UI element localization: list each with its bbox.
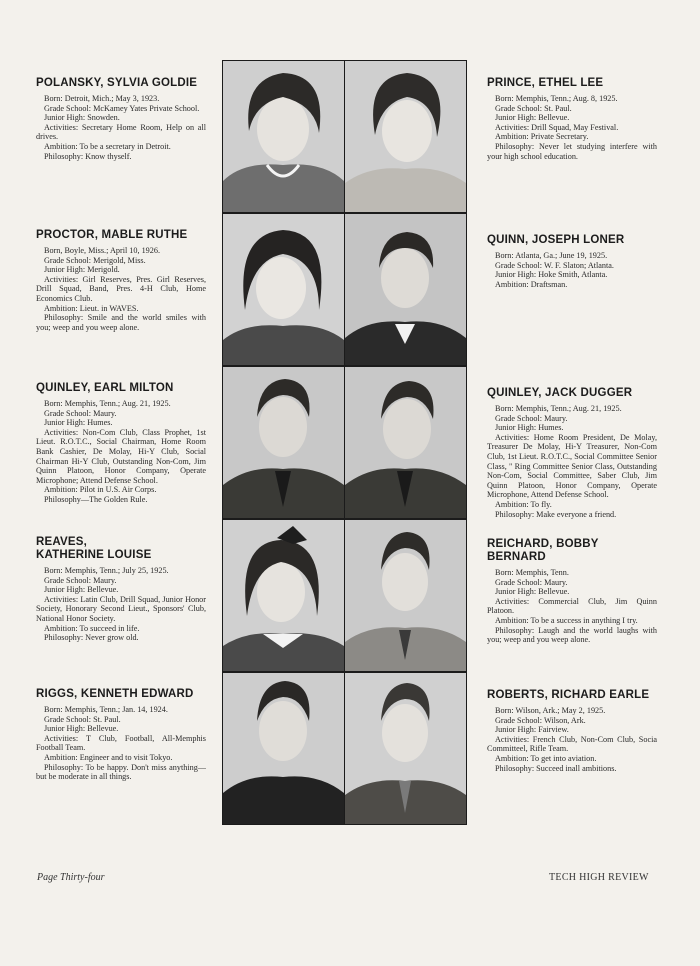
bio-ambition: Ambition: Private Secretary.: [495, 132, 589, 142]
female-portrait-icon: [223, 214, 344, 365]
bio-ambition: Ambition: To get into aviation.: [495, 753, 597, 763]
bio-activities: Activities: Latin Club, Drill Squad, Junior Honor Society, Honorary Second Lieut., Sponsors' Club, National Honor Society.: [36, 594, 206, 623]
portrait-photo: [223, 520, 344, 671]
student-name: REAVES, KATHERINE LOUISE: [36, 536, 152, 561]
bio-junior-high: Junior High: Bellevue.: [44, 724, 119, 734]
male-portrait-icon: [345, 214, 466, 365]
portrait-photo: [345, 520, 466, 671]
bio-ambition: Ambition: Pilot in U.S. Air Corps.: [44, 485, 157, 495]
bio-grade-school: Grade School: Maury.: [495, 413, 568, 423]
bio-grade-school: Grade School: Maury.: [495, 577, 568, 587]
portrait-photo: [223, 673, 344, 824]
bio-grade-school: Grade School: Maury.: [44, 575, 117, 585]
student-bio: [36, 536, 206, 643]
bio-grade-school: Grade School: Merigold, Miss.: [44, 255, 146, 265]
female-portrait-icon: [223, 61, 344, 212]
student-bio: [36, 229, 206, 332]
bio-grade-school: Grade School: St. Paul.: [44, 714, 121, 724]
bio-activities: Activities: Home Room President, De Molay, Treasurer De Molay, Hi-Y Treasurer, Non-Com Club, 1st Lieut. R.O.T.C., Social Committee Senior Class, " Ring Committee Senior Class, Outstanding Non-Com, Social Committee, Saber Club, Jim Quinn Platoon, Honor Company, Operate Microphone, Attend Defense School.: [487, 432, 657, 500]
bio-born: Born: Memphis, Tenn.; July 25, 1925.: [44, 566, 169, 575]
bio-philosophy: Philosophy: Never let studying interfere with your high school education.: [487, 141, 657, 161]
bio-philosophy: Philosophy: To be happy. Don't miss anything—but be moderate in all things.: [36, 762, 206, 782]
bio-ambition: Ambition: To be a secretary in Detroit.: [44, 141, 171, 151]
student-name: POLANSKY, SYLVIA GOLDIE: [36, 77, 198, 89]
bio-philosophy: Philosophy—The Golden Rule.: [44, 494, 148, 504]
bio-philosophy: Philosophy: Succeed inall ambitions.: [495, 763, 617, 773]
bio-born: Born: Detroit, Mich.; May 3, 1923.: [44, 94, 160, 103]
bio-ambition: Ambition: Engineer and to visit Tokyo.: [44, 752, 173, 762]
portrait-photo: [223, 367, 344, 518]
bio-activities: Activities: T Club, Football, All-Memphis Football Team.: [36, 733, 206, 753]
bio-activities: Activities: Drill Squad, May Festival.: [495, 122, 619, 132]
bio-junior-high: Junior High: Humes.: [495, 423, 564, 433]
bio-born: Born, Boyle, Miss.; April 10, 1926.: [44, 246, 160, 255]
bio-ambition: Ambition: Draftsman.: [495, 279, 568, 289]
student-name: PROCTOR, MABLE RUTHE: [36, 229, 188, 241]
bio-grade-school: Grade School: Maury.: [44, 408, 117, 418]
portrait-photo: [345, 367, 466, 518]
bio-born: Born: Memphis, Tenn.; Aug. 8, 1925.: [495, 94, 618, 103]
uniformed-portrait-icon: [223, 367, 344, 518]
bio-philosophy: Philosophy: Never grow old.: [44, 633, 139, 643]
student-name: ROBERTS, RICHARD EARLE: [487, 689, 650, 701]
bio-philosophy: Philosophy: Know thyself.: [44, 151, 132, 161]
bio-ambition: Ambition: To fly.: [495, 499, 552, 509]
portrait-photo: [223, 61, 344, 212]
female-portrait-icon: [223, 520, 344, 671]
bio-born: Born: Memphis, Tenn.: [495, 568, 569, 577]
student-bio: [36, 688, 206, 782]
student-name: PRINCE, ETHEL LEE: [487, 77, 604, 89]
bio-grade-school: Grade School: St. Paul.: [495, 103, 572, 113]
male-portrait-icon: [345, 673, 466, 824]
bio-junior-high: Junior High: Bellevue.: [495, 587, 570, 597]
portrait-grid: [222, 60, 467, 825]
uniformed-portrait-icon: [345, 367, 466, 518]
bio-junior-high: Junior High: Hoke Smith, Atlanta.: [495, 270, 608, 280]
bio-junior-high: Junior High: Merigold.: [44, 265, 120, 275]
bio-ambition: Ambition: Lieut. in WAVES.: [44, 303, 139, 313]
bio-activities: Activities: Secretary Home Room, Help on all drives.: [36, 122, 206, 142]
student-name: QUINLEY, EARL MILTON: [36, 382, 174, 394]
bio-born: Born: Memphis, Tenn.; Aug. 21, 1925.: [44, 399, 171, 408]
bio-junior-high: Junior High: Humes.: [44, 418, 113, 428]
student-bio: [487, 689, 657, 773]
bio-grade-school: Grade School: McKamey Yates Private School.: [44, 103, 200, 113]
bio-ambition: Ambition: To be a success in anything I try.: [495, 615, 638, 625]
bio-born: Born: Wilson, Ark.; May 2, 1925.: [495, 706, 606, 715]
page-number: Page Thirty-four: [37, 872, 105, 883]
portrait-photo: [223, 214, 344, 365]
bio-philosophy: Philosophy: Smile and the world smiles with you; weep and you weep alone.: [36, 313, 206, 332]
bio-junior-high: Junior High: Snowden.: [44, 113, 120, 123]
bio-grade-school: Grade School: Wilson, Ark.: [495, 715, 586, 725]
portrait-photo: [345, 214, 466, 365]
bio-born: Born: Memphis, Tenn.; Jan. 14, 1924.: [44, 705, 168, 714]
bio-activities: Activities: Non-Com Club, Class Prophet, 1st Lieut. R.O.T.C., Social Chairman, Home Room Bank Cashier, De Molay, Hi-Y Club, Social Chairman Hi-Y Club, Outstanding Non-Com, Jim Quinn Platoon, Honor Company, Operate Microphone; Attend Defense School.: [36, 427, 206, 485]
student-name: RIGGS, KENNETH EDWARD: [36, 688, 194, 700]
student-bio: [487, 538, 657, 645]
portrait-photo: [345, 61, 466, 212]
student-bio: [487, 77, 657, 161]
bio-activities: Activities: Commercial Club, Jim Quinn Platoon.: [487, 596, 657, 616]
male-portrait-icon: [345, 520, 466, 671]
bio-activities: Activities: French Club, Non-Com Club, Socia Committeel, Rifle Team.: [487, 734, 657, 754]
student-name: REICHARD, BOBBY BERNARD: [487, 538, 599, 563]
bio-philosophy: Philosophy: Laugh and the world laughs with you; weep and you weep alone.: [487, 625, 657, 645]
bio-grade-school: Grade School: W. F. Slaton; Atlanta.: [495, 260, 614, 270]
bio-ambition: Ambition: To succeed in life.: [44, 623, 140, 633]
student-bio: [487, 234, 657, 289]
portrait-photo: [345, 673, 466, 824]
student-bio: [36, 382, 206, 505]
student-bio: [487, 387, 657, 519]
bio-junior-high: Junior High: Bellevue.: [495, 113, 570, 123]
publication-title: TECH HIGH REVIEW: [549, 872, 649, 883]
male-portrait-icon: [223, 673, 344, 824]
student-name: QUINLEY, JACK DUGGER: [487, 387, 633, 399]
bio-philosophy: Philosophy: Make everyone a friend.: [495, 509, 617, 519]
female-portrait-icon: [345, 61, 466, 212]
bio-activities: Activities: Girl Reserves, Pres. Girl Reserves, Drill Squad, Band, Pres. 4-H Club, Home Economics Club.: [36, 274, 206, 303]
bio-junior-high: Junior High: Bellevue.: [44, 585, 119, 595]
bio-junior-high: Junior High: Fairview.: [495, 725, 569, 735]
student-bio: [36, 77, 206, 161]
bio-born: Born: Memphis, Tenn.; Aug. 21, 1925.: [495, 404, 622, 413]
bio-born: Born: Atlanta, Ga.; June 19, 1925.: [495, 251, 608, 260]
student-name: QUINN, JOSEPH LONER: [487, 234, 625, 246]
